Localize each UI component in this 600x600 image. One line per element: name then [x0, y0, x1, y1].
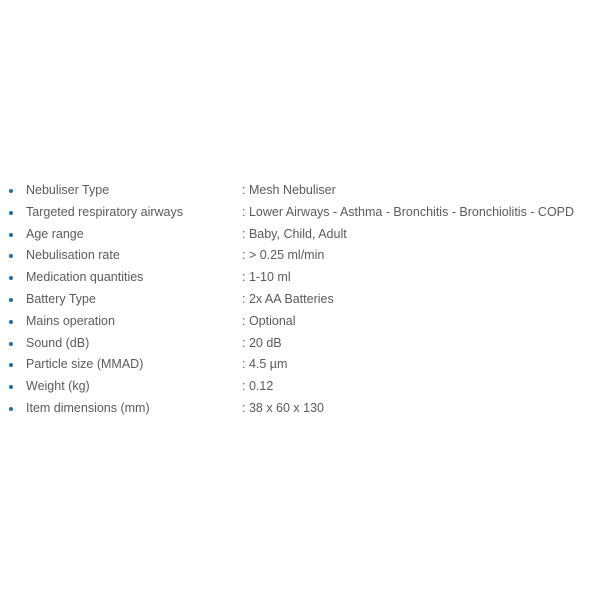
spec-label: Item dimensions (mm): [26, 400, 150, 415]
spec-value: : 2x AA Batteries: [242, 291, 334, 306]
bullet-icon: [9, 385, 13, 389]
spec-label: Particle size (MMAD): [26, 357, 144, 372]
bullet-icon: [9, 407, 13, 411]
spec-value: : 1-10 ml: [242, 270, 291, 285]
spec-value: : 4.5 µm: [242, 357, 288, 372]
bullet-icon: [9, 254, 13, 258]
bullet-icon: [9, 189, 13, 193]
spec-value: : Mesh Nebuliser: [242, 183, 336, 197]
spec-label: Medication quantities: [26, 270, 144, 285]
spec-row-nebulisation-rate: [0, 245, 600, 267]
spec-row-item-dimensions: [0, 398, 600, 420]
spec-row-age-range: [0, 224, 600, 246]
bullet-icon: [9, 342, 13, 346]
bullet-icon: [9, 276, 13, 280]
spec-value: : 0.12: [242, 379, 274, 394]
spec-label: Age range: [26, 226, 84, 241]
spec-row-medication-quantities: [0, 267, 600, 289]
spec-label: Nebulisation rate: [26, 248, 120, 263]
bullet-icon: [9, 211, 13, 215]
spec-row-mains-operation: [0, 311, 600, 333]
spec-label: Weight (kg): [26, 379, 90, 394]
bullet-icon: [9, 363, 13, 367]
spec-label: Mains operation: [26, 313, 115, 328]
spec-row-nebuliser-type: [0, 180, 600, 202]
spec-row-targeted-airways: [0, 202, 600, 224]
spec-row-sound: [0, 333, 600, 355]
spec-value: : 20 dB: [242, 335, 282, 350]
spec-label: Battery Type: [26, 291, 96, 306]
spec-label: Targeted respiratory airways: [26, 204, 184, 219]
bullet-icon: [9, 320, 13, 324]
spec-value: : Lower Airways - Asthma - Bronchitis - Bronchiolitis - COPD: [242, 204, 575, 219]
spec-value: : Baby, Child, Adult: [242, 226, 347, 241]
spec-value: : Optional: [242, 313, 296, 328]
spec-value: : > 0.25 ml/min: [242, 248, 325, 263]
spec-label: Sound (dB): [26, 335, 90, 350]
bullet-icon: [9, 233, 13, 237]
spec-label: Nebuliser Type: [26, 183, 110, 197]
spec-row-weight: [0, 376, 600, 398]
spec-row-particle-size: [0, 354, 600, 376]
spec-value: : 38 x 60 x 130: [242, 400, 325, 415]
spec-list: [0, 180, 600, 420]
bullet-icon: [9, 298, 13, 302]
spec-row-battery-type: [0, 289, 600, 311]
